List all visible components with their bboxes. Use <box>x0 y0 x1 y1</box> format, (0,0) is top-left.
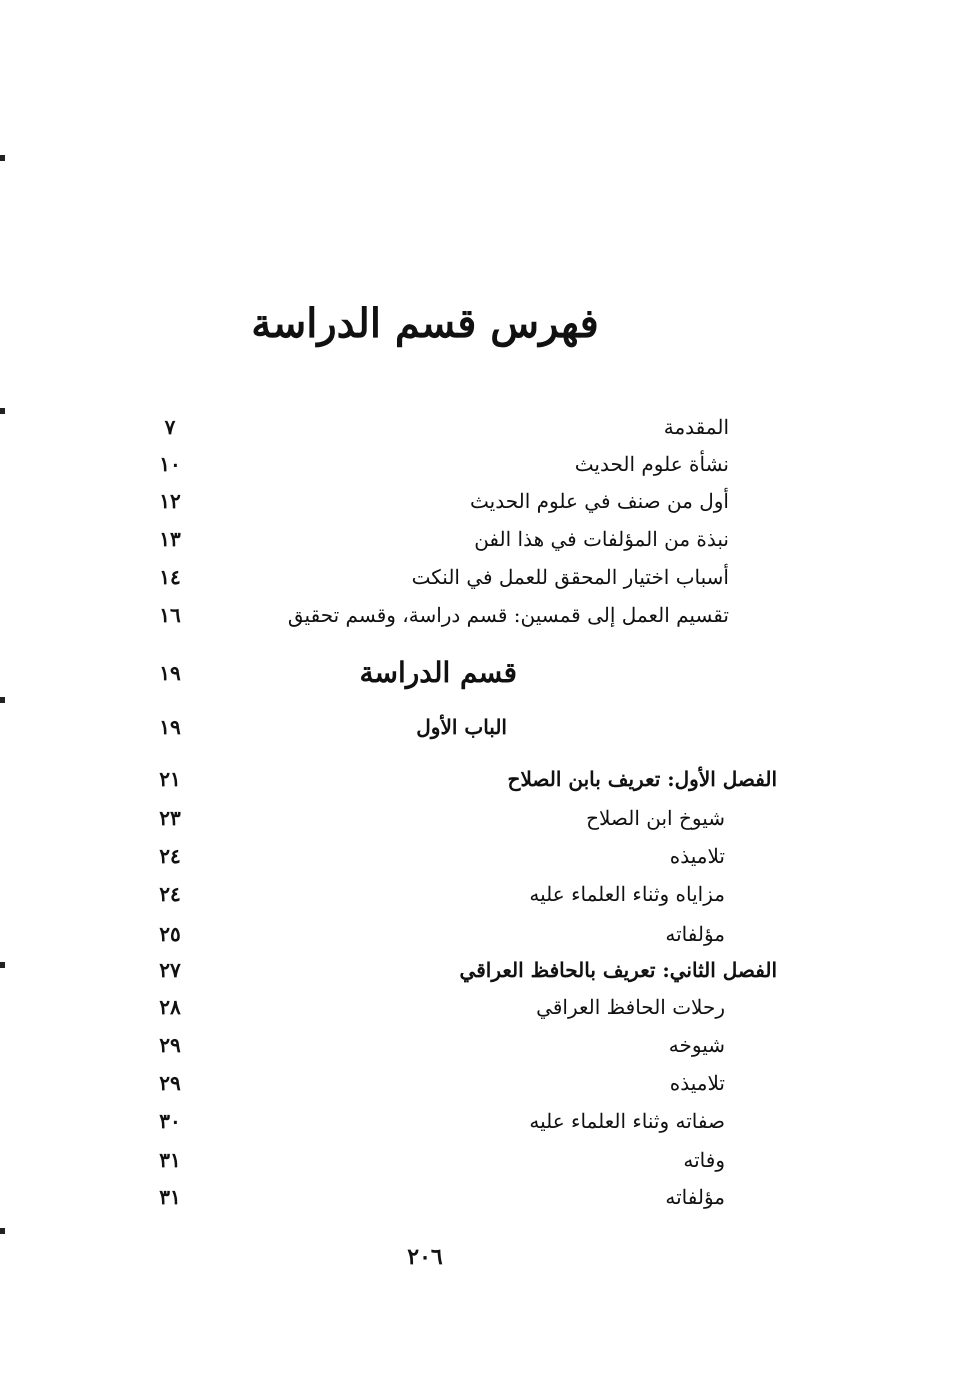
toc-entry-page: ٢٩ <box>159 1033 181 1057</box>
toc-entry-title: الباب الأول <box>416 715 507 739</box>
page-number: ٢٠٦ <box>407 1244 443 1270</box>
toc-entry-title: نبذة من المؤلفات في هذا الفن <box>474 527 729 551</box>
toc-entry-title: مؤلفاته <box>665 922 725 946</box>
toc-entry-title: شيوخ ابن الصلاح <box>586 806 725 830</box>
toc-entry-page: ٢٣ <box>159 806 181 830</box>
scan-edge-mark <box>0 697 5 703</box>
toc-entry <box>0 1066 957 1100</box>
toc-entry <box>0 1028 957 1062</box>
toc-entry-title: وفاته <box>683 1148 725 1172</box>
toc-entry-page: ٣١ <box>159 1148 181 1172</box>
page-title: فهرس قسم الدراسة <box>251 300 599 347</box>
toc-entry-page: ٢٤ <box>159 844 181 868</box>
toc-entry <box>0 598 957 632</box>
scan-edge-mark <box>0 155 5 161</box>
toc-entry-page: ١٤ <box>159 565 181 589</box>
toc-entry <box>0 1180 957 1214</box>
toc-entry-page: ٧ <box>164 415 176 439</box>
toc-entry <box>0 447 957 481</box>
toc-entry-page: ٢٨ <box>159 995 181 1019</box>
toc-entry <box>0 1143 957 1177</box>
toc-entry-page: ١٦ <box>159 603 181 627</box>
toc-part-heading <box>0 710 957 744</box>
toc-entry-page: ٣٠ <box>159 1109 181 1133</box>
toc-entry-page: ١٢ <box>159 489 181 513</box>
toc-entry <box>0 917 957 951</box>
toc-entry-title: تلاميذه <box>669 844 725 868</box>
toc-entry <box>0 990 957 1024</box>
toc-entry <box>0 801 957 835</box>
toc-entry <box>0 522 957 556</box>
toc-entry-title: قسم الدراسة <box>359 656 517 689</box>
toc-entry <box>0 484 957 518</box>
toc-entry-page: ١٩ <box>159 715 181 739</box>
scan-edge-mark <box>0 962 5 968</box>
toc-entry <box>0 839 957 873</box>
scan-edge-mark <box>0 408 5 414</box>
toc-entry <box>0 410 957 444</box>
toc-chapter-heading <box>0 762 957 796</box>
toc-entry-title: نشأة علوم الحديث <box>574 452 729 476</box>
toc-entry-page: ٢٧ <box>159 958 181 982</box>
toc-entry-title: تلاميذه <box>669 1071 725 1095</box>
toc-entry-page: ٢٤ <box>159 882 181 906</box>
toc-chapter-heading <box>0 953 957 987</box>
toc-entry <box>0 877 957 911</box>
toc-entry-page: ١٩ <box>159 661 181 685</box>
toc-entry <box>0 560 957 594</box>
toc-entry-page: ٢١ <box>159 767 181 791</box>
toc-entry-page: ٢٥ <box>159 922 181 946</box>
toc-entry-title: شيوخه <box>668 1033 725 1057</box>
toc-section-heading <box>0 656 957 690</box>
toc-entry-title: تقسيم العمل إلى قمسين: قسم دراسة، وقسم تحقيق <box>287 603 729 627</box>
toc-entry-title: رحلات الحافظ العراقي <box>536 995 725 1019</box>
toc-entry-title: مؤلفاته <box>665 1185 725 1209</box>
scan-edge-mark <box>0 1228 5 1234</box>
toc-entry-title: مزاياه وثناء العلماء عليه <box>529 882 725 906</box>
toc-entry-title: الفصل الأول: تعريف بابن الصلاح <box>507 767 777 791</box>
toc-entry-page: ١٠ <box>159 452 181 476</box>
toc-entry-page: ١٣ <box>159 527 181 551</box>
toc-entry <box>0 1104 957 1138</box>
toc-entry-title: الفصل الثاني: تعريف بالحافظ العراقي <box>459 958 777 982</box>
toc-entry-title: صفاته وثناء العلماء عليه <box>529 1109 725 1133</box>
toc-entry-title: المقدمة <box>663 415 729 439</box>
toc-entry-title: أول من صنف في علوم الحديث <box>470 489 729 513</box>
toc-entry-title: أسباب اختيار المحقق للعمل في النكت <box>411 565 729 589</box>
toc-entry-page: ٢٩ <box>159 1071 181 1095</box>
toc-entry-page: ٣١ <box>159 1185 181 1209</box>
